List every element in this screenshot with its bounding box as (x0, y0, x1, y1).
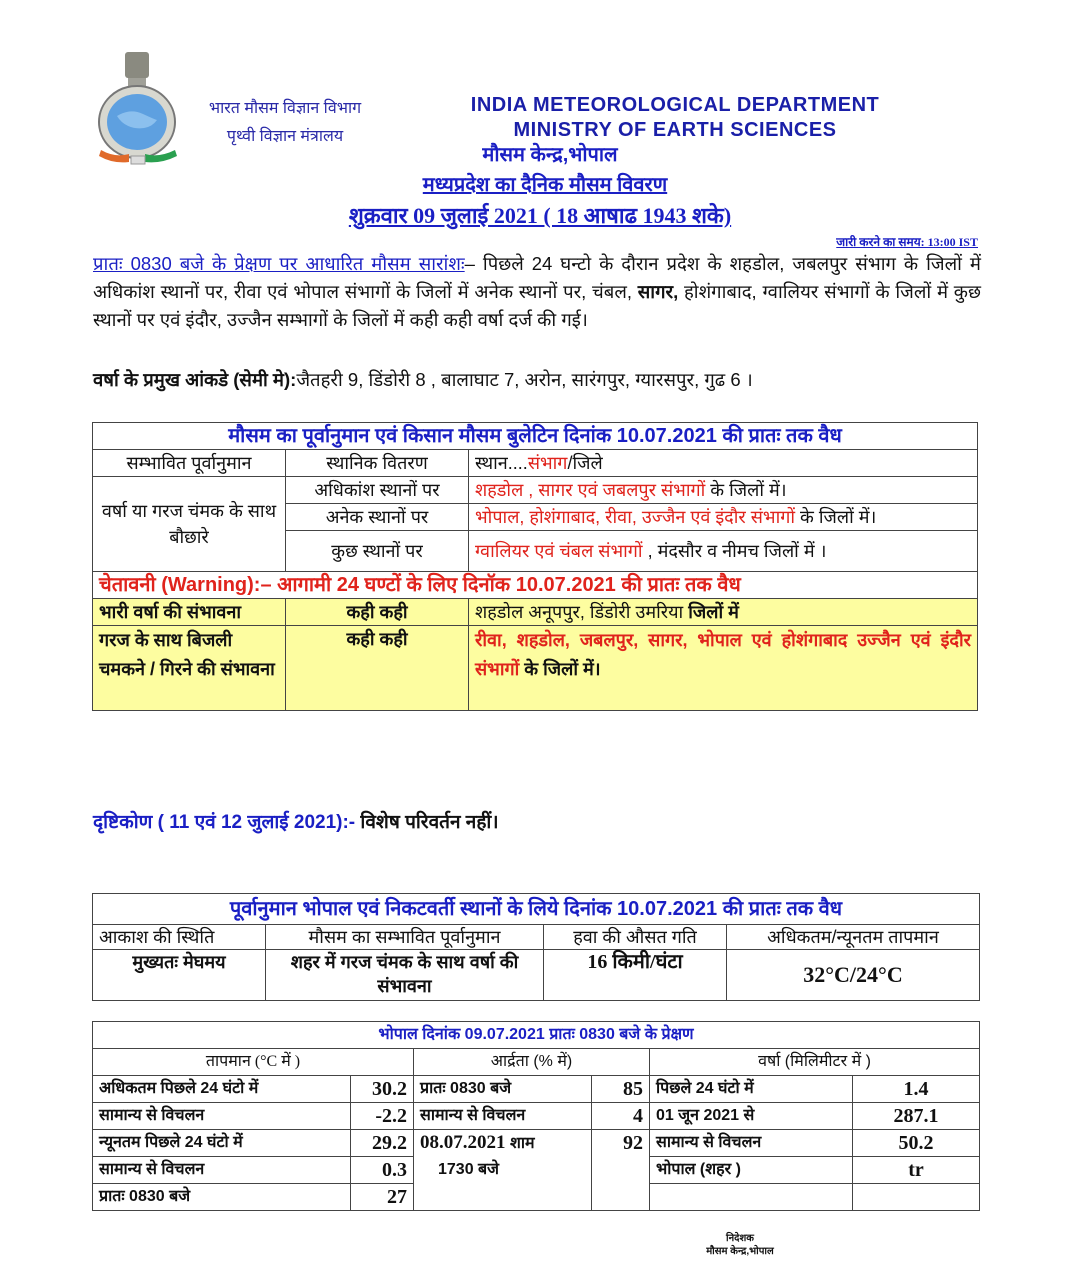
humidity-value: 92 (592, 1130, 650, 1211)
phenomenon-cell: वर्षा या गरज चंमक के साथ बौछारे (93, 477, 286, 572)
warning-extent: कही कही (286, 626, 469, 711)
summary-label: प्रातः 0830 बजे के प्रेक्षण पर आधारित मौसम सारांशः (93, 253, 465, 274)
places-cell (469, 504, 978, 531)
humidity-label: प्रातः 0830 बजे (414, 1076, 592, 1103)
distribution-cell: अधिकांश स्थानों पर (286, 477, 469, 504)
signature-title: निदेशक (726, 1233, 754, 1244)
places-black: के जिलों में। (795, 507, 877, 527)
issue-time: जारी करने का समय: 13:00 IST (836, 235, 978, 249)
header-rainfall: वर्षा (मिलिमीटर में ) (650, 1049, 980, 1076)
summary-text-1: – पिछले 24 घन्टो के दौरान प्रदेश के शहडोल, जबलपुर संभाग के जिलों में अधिकांश स्थानों पर, रीवा एवं भोपाल संभागों के जिलों में अनेक स्थानों पर, चंबल, (93, 253, 981, 302)
warning-places-bold: जिलों में (688, 602, 739, 622)
warning-places-bold: के जिलों में। (519, 659, 601, 679)
places-red: शहडोल , सागर एवं जबलपुर संभागों (475, 480, 706, 500)
warning-places (469, 599, 978, 626)
english-title-line2: MINISTRY OF EARTH SCIENCES (513, 119, 837, 141)
forecast-table (92, 422, 978, 711)
warning-type: भारी वर्षा की संभावना (93, 599, 286, 626)
outlook-label: दृष्टिकोण ( 11 एवं 12 जुलाई 2021):- (93, 812, 356, 833)
humidity-label: सामान्य से विचलन (414, 1103, 592, 1130)
rain-stats-label: वर्षा के प्रमुख आंकडे (सेमी मे): (93, 369, 297, 390)
warning-places (469, 626, 978, 711)
hindi-department-name (180, 95, 390, 151)
english-title-line1: INDIA METEOROLOGICAL DEPARTMENT (470, 94, 880, 116)
bhopal-forecast-title-row (93, 894, 980, 925)
rain-value (853, 1184, 980, 1211)
max-min-temperature: 32°C/24°C (727, 950, 980, 1001)
header-temperature: तापमान (°C में ) (93, 1049, 414, 1076)
english-title (430, 93, 920, 143)
forecast-header-row (93, 450, 978, 477)
bhopal-forecast-header-row (93, 925, 980, 950)
imd-emblem-icon (95, 50, 180, 170)
header-distribution: स्थानिक वितरण (286, 450, 469, 477)
hindi-ministry-line: पृथ्वी विज्ञान मंत्रालय (226, 128, 344, 145)
warning-type: गरज के साथ बिजली चमकने / गिरने की संभावना (93, 626, 286, 711)
sky-condition: मुख्यतः मेघमय (93, 950, 266, 1001)
expected-weather: शहर में गरज चंमक के साथ वर्षा की संभावना (266, 950, 544, 1001)
table-row (93, 1076, 980, 1103)
header-wind: हवा की औसत गति (544, 925, 727, 950)
rain-value: 1.4 (853, 1076, 980, 1103)
rain-value: tr (853, 1157, 980, 1184)
temp-value: 29.2 (351, 1130, 414, 1157)
rain-value: 287.1 (853, 1103, 980, 1130)
bhopal-forecast-table (92, 893, 980, 1001)
distribution-cell: कुछ स्थानों पर (286, 531, 469, 572)
warning-title-row (93, 572, 978, 599)
temp-value: 0.3 (351, 1157, 414, 1184)
temp-value: 30.2 (351, 1076, 414, 1103)
summary-text-bold: सागर, (637, 281, 679, 302)
warning-places-red: रीवा, शहडोल, जबलपुर, सागर, भोपाल एवं होशंगाबाद उज्जैन एवं इंदौर संभागों (475, 630, 971, 679)
table-row (93, 1130, 980, 1157)
forecast-table-title: मौसम का पूर्वानुमान एवं किसान मौसम बुलेटिन दिनांक 10.07.2021 की प्रातः तक वैध (93, 423, 978, 450)
header-expected-weather: मौसम का सम्भावित पूर्वानुमान (266, 925, 544, 950)
places-cell (469, 477, 978, 504)
humidity-evening: शाम (505, 1135, 535, 1152)
places-red: ग्वालियर एवं चंबल संभागों (475, 541, 643, 561)
places-red: भोपाल, होशंगाबाद, रीवा, उज्जैन एवं इंदौर संभागों (475, 507, 796, 527)
center-name: मौसम केन्द्र,भोपाल (482, 144, 618, 166)
header-division-text: संभाग (527, 453, 568, 473)
weather-summary (93, 250, 981, 334)
outlook-text: विशेष परिवर्तन नहीं। (355, 812, 499, 833)
rain-label: पिछले 24 घंटो में (650, 1076, 853, 1103)
daily-report-title: मध्यप्रदेश का दैनिक मौसम विवरण (422, 174, 668, 196)
obs-title-row (93, 1022, 980, 1049)
bhopal-forecast-title: पूर्वानुमान भोपाल एवं निकटवर्ती स्थानों के लिये दिनांक 10.07.2021 की प्रातः तक वैध (93, 894, 980, 925)
bhopal-forecast-values-row (93, 950, 980, 1001)
header-humidity: आर्द्रता (% में) (414, 1049, 650, 1076)
forecast-title-row (93, 423, 978, 450)
temp-value: 27 (351, 1184, 414, 1211)
rain-stats-values: जैतहरी 9, डिंडोरी 8 , बालाघाट 7, अरोन, सारंगपुर, ग्यारसपुर, गुढ 6 । (296, 369, 753, 390)
header-sky: आकाश की स्थिति (93, 925, 266, 950)
rain-label: भोपाल (शहर ) (650, 1157, 853, 1184)
signature (660, 1232, 820, 1258)
summary-text-2: होशंगाबाद, ग्वालियर संभागों के जिलों में कुछ स्थानों पर एवं इंदौर, उज्जैन सम्भागों के जिलों में कही कही वर्षा दर्ज की गई। (93, 281, 981, 330)
wind-speed: 16 किमी/घंटा (544, 950, 727, 1001)
header-district-text: /जिले (567, 453, 603, 473)
rain-value: 50.2 (853, 1130, 980, 1157)
rain-label (650, 1184, 853, 1211)
header-forecast: सम्भावित पूर्वानुमान (93, 450, 286, 477)
rain-label: सामान्य से विचलन (650, 1130, 853, 1157)
temp-label: सामान्य से विचलन (93, 1103, 351, 1130)
temp-value: -2.2 (351, 1103, 414, 1130)
humidity-value: 85 (592, 1076, 650, 1103)
header-temperature: अधिकतम/न्यूनतम तापमान (727, 925, 980, 950)
humidity-value: 4 (592, 1103, 650, 1130)
outlook (93, 808, 499, 834)
table-row (93, 477, 978, 504)
observation-table (92, 1021, 980, 1211)
warning-row (93, 626, 978, 711)
obs-title: भोपाल दिनांक 09.07.2021 प्रातः 0830 बजे के प्रेक्षण (93, 1022, 980, 1049)
humidity-date: 08.07.2021 (420, 1132, 506, 1153)
humidity-time: 1730 बजे (438, 1161, 500, 1178)
signature-office: मौसम केन्द्र,भोपाल (706, 1246, 774, 1257)
temp-label: न्यूनतम पिछले 24 घंटो में (93, 1130, 351, 1157)
obs-header-row (93, 1049, 980, 1076)
table-row (93, 1103, 980, 1130)
header-places-text: स्थान.... (475, 453, 528, 473)
header-places (469, 450, 978, 477)
temp-label: अधिकतम पिछले 24 घंटो में (93, 1076, 351, 1103)
hindi-dept-line1: भारत मौसम विज्ञान विभाग (208, 100, 362, 117)
temp-label: सामान्य से विचलन (93, 1157, 351, 1184)
places-black: , मंदसौर व नीमच जिलों में । (642, 541, 827, 561)
humidity-label (414, 1130, 592, 1211)
warning-extent: कही कही (286, 599, 469, 626)
warning-places-normal: शहडोल अनूपपुर, डिंडोरी उमरिया (475, 602, 689, 622)
rainfall-stats (93, 366, 981, 394)
temp-label: प्रातः 0830 बजे (93, 1184, 351, 1211)
warning-row (93, 599, 978, 626)
report-date: शुक्रवार 09 जुलाई 2021 ( 18 आषाढ 1943 शके) (348, 203, 732, 228)
places-black: के जिलों में। (705, 480, 787, 500)
places-cell (469, 531, 978, 572)
rain-label: 01 जून 2021 से (650, 1103, 853, 1130)
distribution-cell: अनेक स्थानों पर (286, 504, 469, 531)
warning-title: चेतावनी (Warning):– आगामी 24 घण्टों के लिए दिनॉक 10.07.2021 की प्रातः तक वैध (93, 572, 978, 599)
